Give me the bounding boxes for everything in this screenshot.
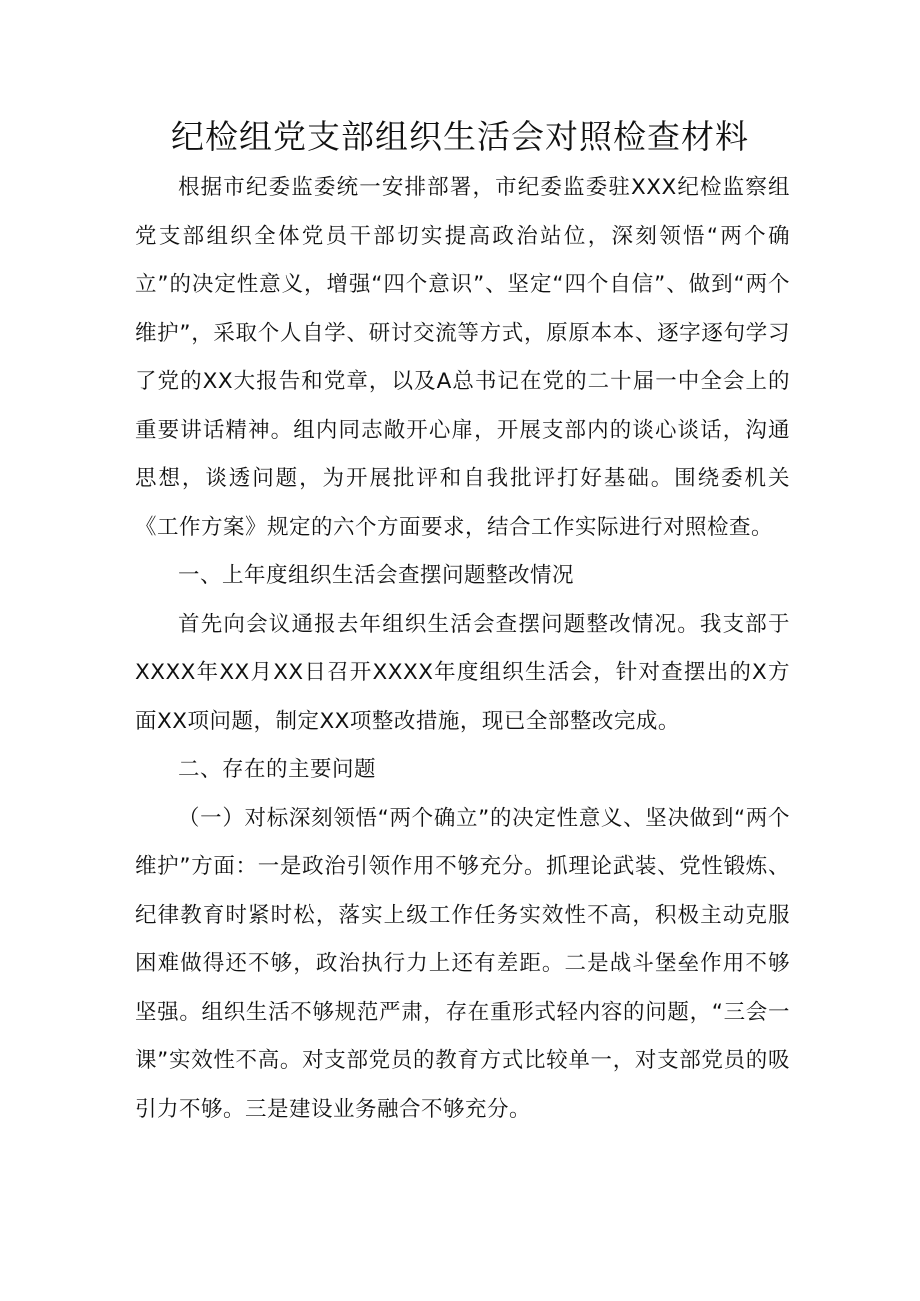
document-body [135,164,790,1134]
intro-paragraph: 根据市纪委监委统一安排部署，市纪委监委驻XXX纪检监察组党支部组织全体党员干部切实提高政治站位，深刻领悟“两个确立”的决定性意义，增强“四个意识”、坚定“四个自信”、做到“两个维护”，采取个人自学、研讨交流等方式，原原本本、逐字逐句学习了党的XX大报告和党章，以及A总书记在党的二十届一中全会上的重要讲话精神。组内同志敞开心扉，开展支部内的谈心谈话，沟通思想，谈透问题，为开展批评和自我批评打好基础。围绕委机关《工作方案》规定的六个方面要求，结合工作实际进行对照检查。 [135,175,790,540]
document-title: 纪检组党支部组织生活会对照检查材料 [171,117,749,156]
problem-paragraph-1: （一）对标深刻领悟“两个确立”的决定性意义、坚决做到“两个维护”方面：一是政治引领作用不够充分。抓理论武装、党性锻炼、纪律教育时紧时松，落实上级工作任务实效性不高，积极主动克服困难做得还不够，政治执行力上还有差距。二是战斗堡垒作用不够坚强。组织生活不够规范严肃，存在重形式轻内容的问题，“三会一课”实效性不高。对支部党员的教育方式比较单一，对支部党员的吸引力不够。三是建设业务融合不够充分。 [135,805,790,1122]
section-heading-2: 二、存在的主要问题 [178,757,377,782]
section-heading-1: 一、上年度组织生活会查摆问题整改情况 [178,563,575,588]
rectification-paragraph: 首先向会议通报去年组织生活会查摆问题整改情况。我支部于XXXX年XX月XX日召开XXXX年度组织生活会，针对查摆出的X方面XX项问题，制定XX项整改措施，现已全部整改完成。 [135,611,790,734]
